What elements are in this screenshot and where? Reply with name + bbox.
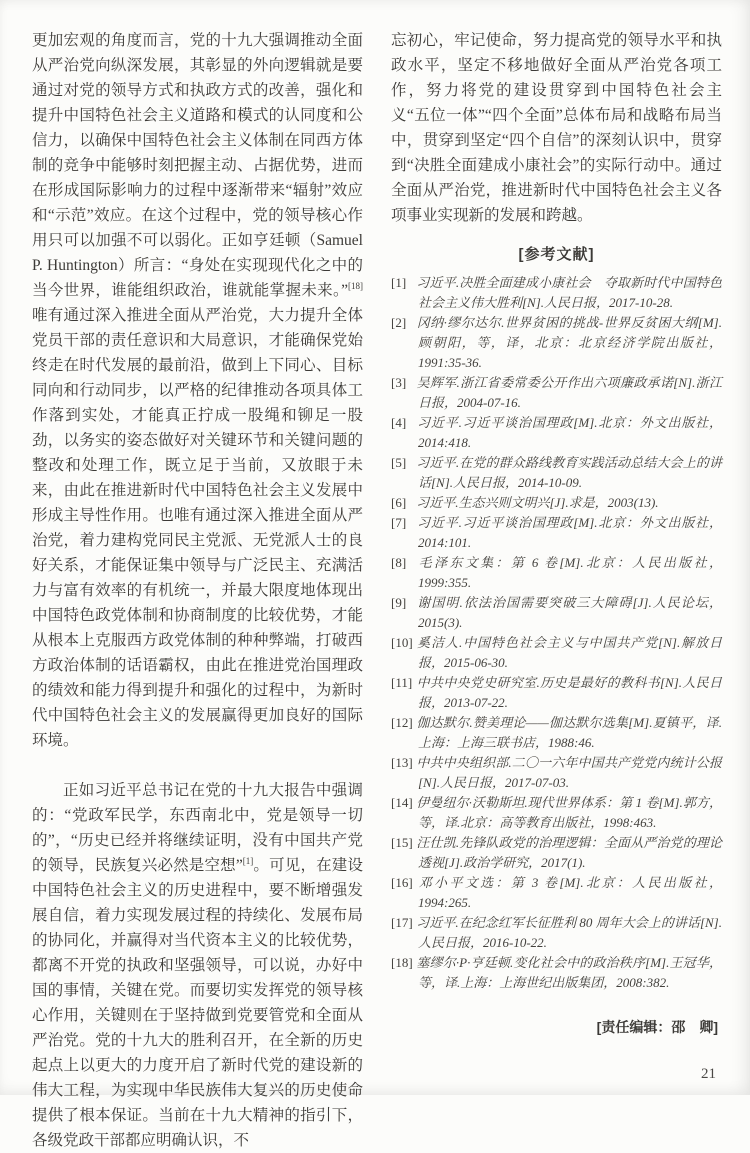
- reference-text: 伽达默尔.赞美理论——伽达默尔选集[M].夏镇平，译.上海：上海三联书店，1988:46.: [413, 715, 722, 750]
- reference-number: [4]: [391, 415, 407, 430]
- reference-item: [391, 633, 722, 673]
- reference-item: [391, 513, 722, 553]
- reference-number: [11]: [391, 675, 413, 690]
- reference-text: 汪仕凯.先锋队政党的治理逻辑：全面从严治党的理论透视[J].政治学研究，2017(1).: [413, 835, 722, 870]
- reference-number: [3]: [391, 375, 407, 390]
- reference-item: [391, 753, 722, 793]
- reference-number: [13]: [391, 755, 413, 770]
- reference-number: [17]: [391, 915, 413, 930]
- reference-text: 习近平.决胜全面建成小康社会 夺取新时代中国特色社会主义伟大胜利[N].人民日报，2017-10-28.: [413, 275, 722, 310]
- reference-item: [391, 953, 722, 993]
- reference-text: 谢国明.依法治国需要突破三大障碍[J].人民论坛，2015(3).: [413, 595, 722, 630]
- paragraph-text: 正如习近平总书记在党的十九大报告中强调的：“党政军民学，东西南北中，党是领导一切的”，“历史已经并将继续证明，没有中国共产党的领导，民族复兴必然是空想”: [32, 782, 363, 874]
- reference-number: [5]: [391, 455, 407, 470]
- reference-item: [391, 493, 722, 513]
- reference-text: 伊曼纽尔·沃勒斯坦.现代世界体系：第 1 卷[M].郭方，等，译.北京：高等教育出版社，1998:463.: [413, 795, 722, 830]
- reference-text: 习近平.生态兴则文明兴[J].求是，2003(13).: [413, 495, 659, 510]
- page-number: 21: [701, 1066, 716, 1082]
- reference-item: [391, 793, 722, 833]
- reference-number: [6]: [391, 495, 407, 510]
- reference-text: 邓小平文选：第 3 卷[M].北京：人民出版社，1994:265.: [413, 875, 722, 910]
- reference-item: [391, 913, 722, 953]
- paragraph: [32, 778, 363, 1153]
- reference-item: [391, 833, 722, 873]
- reference-text: 冈纳·缪尔达尔.世界贫困的挑战-世界反贫困大纲[M].顾朝阳，等，译，北京：北京经济学院出版社，1991:35-36.: [413, 315, 722, 370]
- reference-item: [391, 713, 722, 753]
- reference-text: 中共中央党史研究室.历史是最好的教科书[N].人民日报，2013-07-22.: [413, 675, 722, 710]
- left-column: [32, 28, 363, 1153]
- reference-number: [2]: [391, 315, 407, 330]
- reference-number: [14]: [391, 795, 413, 810]
- reference-text: 习近平.在纪念红军长征胜利 80 周年大会上的讲话[N].人民日报，2016-10-22.: [413, 915, 722, 950]
- footnote-reference-18: [18]: [348, 280, 363, 291]
- paragraph-continuation: [32, 28, 363, 753]
- reference-item: [391, 673, 722, 713]
- reference-item: [391, 273, 722, 313]
- reference-item: [391, 453, 722, 493]
- reference-text: 塞缪尔·P·亨廷顿.变化社会中的政治秩序[M].王冠华，等，译.上海：上海世纪出版集团，2008:382.: [413, 955, 722, 990]
- reference-number: [1]: [391, 275, 407, 290]
- reference-text: 习近平.习近平谈治国理政[M].北京：外文出版社，2014:101.: [413, 515, 722, 550]
- reference-number: [12]: [391, 715, 413, 730]
- reference-text: 毛泽东文集：第 6 卷[M].北京：人民出版社，1999:355.: [413, 555, 722, 590]
- reference-item: [391, 553, 722, 593]
- footnote-reference-1: [1]: [242, 855, 254, 866]
- reference-number: [8]: [391, 555, 407, 570]
- reference-item: [391, 313, 722, 373]
- editor-note: [责任编辑：邵 卿]: [596, 1019, 718, 1035]
- paragraph-text: 更加宏观的角度而言，党的十九大强调推动全面从严治党向纵深发展，其彰显的外向逻辑就是要通过对党的领导方式和执政方式的改善，强化和提升中国特色社会主义道路和模式的认同度和公信力，以确保中国特色社会主义体制在同西方体制的竞争中能够时刻把握主动、占据优势，进而在形成国际影响力的过程中逐渐带来“辐射”效应和“示范”效应。在这个过程中，党的领导核心作用只可以加强不可以弱化。正如亨廷顿（Samuel P. Huntington）所言：“身处在实现现代化之中的当今世界，谁能组织政治，谁就能掌握未来。”: [32, 32, 363, 299]
- reference-number: [18]: [391, 955, 413, 970]
- reference-text: 奚洁人.中国特色社会主义与中国共产党[N].解放日报，2015-06-30.: [413, 635, 722, 670]
- references-heading: [参考文献]: [518, 246, 595, 263]
- paragraph-text: 。可见，在建设中国特色社会主义的历史进程中，要不断增强发展自信，着力实现发展过程的持续化、发展布局的协同化，并赢得对当代资本主义的比较优势，都离不开党的执政和坚强领导，可以说，办好中国的事情，关键在党。而要切实发挥党的领导核心作用，关键则在于坚持做到党要管党和全面从严治党。党的十九大的胜利召开，在全新的历史起点上以更大的力度开启了新时代党的建设新的伟大工程，为实现中华民族伟大复兴的历史使命提供了根本保证。当前在十九大精神的指引下，各级党政干部都应明确认识，不: [32, 857, 363, 1149]
- reference-text: 吴辉军.浙江省委常委公开作出六项廉政承诺[N].浙江日报，2004-07-16.: [413, 375, 722, 410]
- paragraph-text: 唯有通过深入推进全面从严治党，大力提升全体党员干部的责任意识和大局意识，才能确保党始终走在时代发展的最前沿，做到上下同心、目标同向和行动同步，以严格的纪律推动各项具体工作落到实处，才能真正拧成一股绳和铆足一股劲，以务实的姿态做好对关键环节和关键问题的整改和处理工作，既立足于当前，又放眼于未来，由此在推进新时代中国特色社会主义发展中形成主导性作用。也唯有通过深入推进全面从严治党，着力建构党同民主党派、无党派人士的良好关系，才能保证集中领导与广泛民主、充满活力与富有效率的有机统一，并最大限度地体现出中国特色政党体制和协商制度的比较优势，才能从根本上克服西方政党体制的种种弊端，打破西方政治体制的话语霸权，由此在推进党治国理政的绩效和能力得到提升和强化的过程中，为新时代中国特色社会主义的发展赢得更加良好的国际环境。: [32, 307, 363, 749]
- reference-text: 习近平.在党的群众路线教育实践活动总结大会上的讲话[N].人民日报，2014-10-09.: [413, 455, 722, 490]
- reference-number: [9]: [391, 595, 407, 610]
- paragraph-continuation: 忘初心，牢记使命，努力提高党的领导水平和执政水平，坚定不移地做好全面从严治党各项工作，努力将党的建设贯穿到中国特色社会主义“五位一体”“四个全面”总体布局和战略布局当中，贯穿到坚定“四个自信”的深刻认识中，贯穿到“决胜全面建成小康社会”的实际行动中。通过全面从严治党，推进新时代中国特色社会主义各项事业实现新的发展和跨越。: [391, 32, 722, 224]
- reference-item: [391, 593, 722, 633]
- right-column: [391, 28, 722, 1153]
- reference-text: 中共中央组织部.二〇一六年中国共产党党内统计公报[N].人民日报，2017-07-03.: [413, 755, 722, 790]
- reference-item: [391, 413, 722, 453]
- reference-number: [7]: [391, 515, 407, 530]
- reference-number: [16]: [391, 875, 413, 890]
- references-list: [391, 273, 722, 993]
- reference-number: [15]: [391, 835, 413, 850]
- reference-item: [391, 873, 722, 913]
- reference-number: [10]: [391, 635, 413, 650]
- reference-item: [391, 373, 722, 413]
- reference-text: 习近平.习近平谈治国理政[M].北京：外文出版社，2014:418.: [413, 415, 722, 450]
